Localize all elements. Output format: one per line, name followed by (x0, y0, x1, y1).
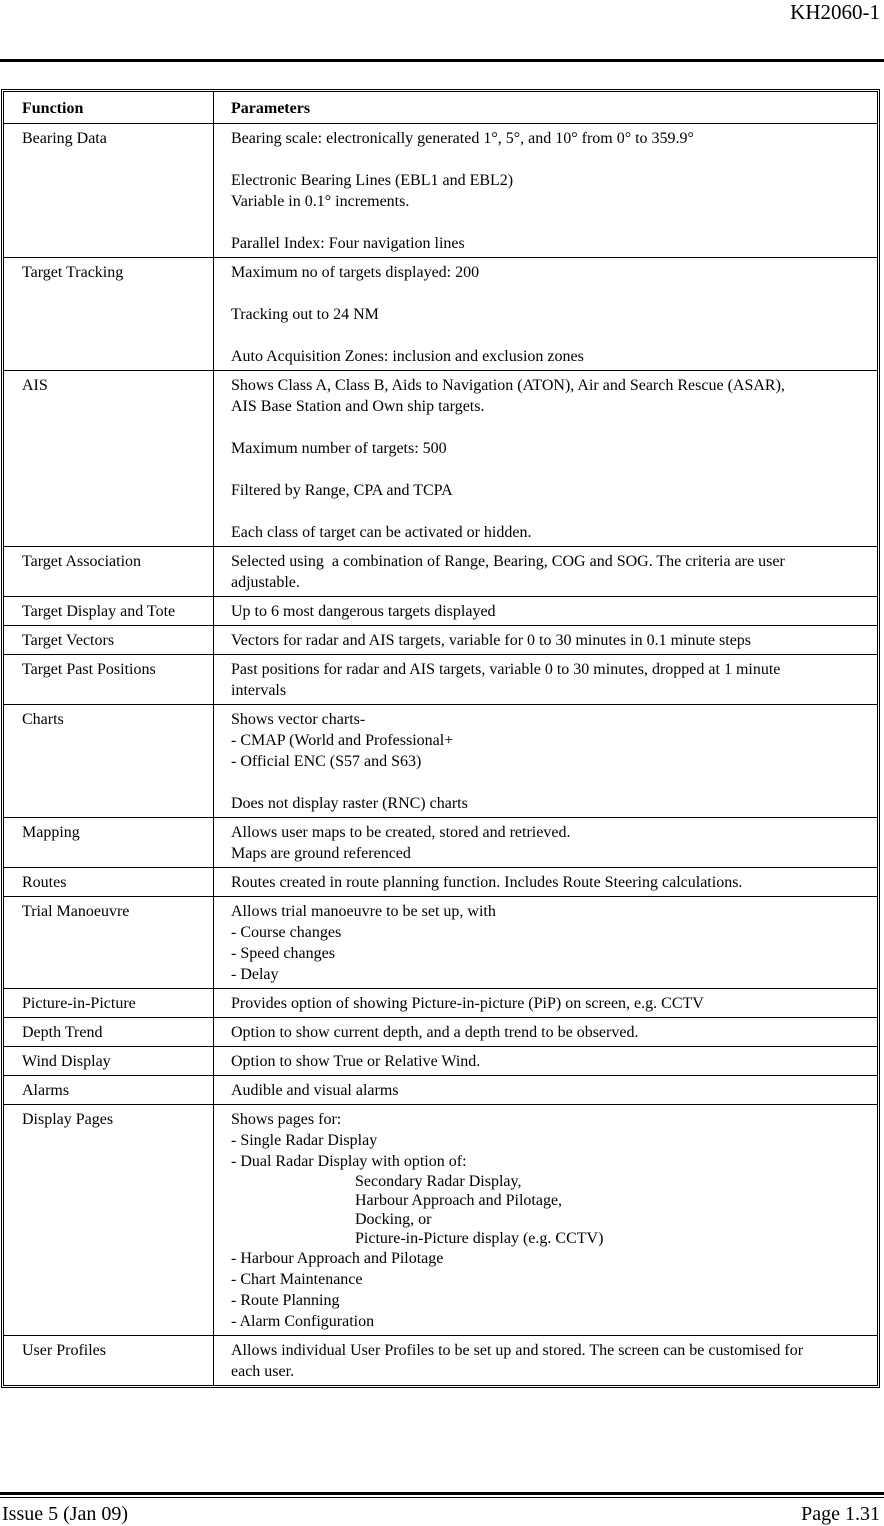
parameter-line (231, 149, 867, 170)
parameter-line: Past positions for radar and AIS targets, variable 0 to 30 minutes, dropped at 1 minute (231, 661, 781, 678)
parameters-cell (214, 258, 877, 370)
parameter-line: Selected using a combination of Range, Bearing, COG and SOG. The criteria are user (231, 553, 785, 570)
function-cell: Target Tracking (4, 258, 214, 370)
parameters-cell (214, 989, 877, 1017)
parameters-cell (214, 626, 877, 654)
parameter-line: Maximum number of targets: 500 (231, 440, 447, 457)
function-cell: Target Display and Tote (4, 597, 214, 625)
parameter-line: Filtered by Range, CPA and TCPA (231, 482, 453, 499)
footer-rule (0, 1492, 884, 1495)
function-cell: Alarms (4, 1076, 214, 1104)
column-header-parameters: Parameters (231, 100, 311, 117)
parameter-line: - Official ENC (S57 and S63) (231, 753, 422, 770)
function-cell: Bearing Data (4, 124, 214, 257)
parameter-line: - Harbour Approach and Pilotage (231, 1250, 444, 1267)
table-row (4, 1047, 877, 1076)
parameter-line: Docking, or (355, 1211, 432, 1228)
table-row (4, 897, 877, 989)
table-row (4, 1105, 877, 1336)
parameters-cell (214, 1047, 877, 1075)
parameter-line: intervals (231, 682, 287, 699)
parameter-line: - Dual Radar Display with option of: (231, 1153, 467, 1170)
parameters-cell (214, 547, 877, 596)
table-row (4, 626, 877, 655)
parameter-line: Allows trial manoeuvre to be set up, with (231, 903, 496, 920)
table-row (4, 705, 877, 818)
parameter-line: - Chart Maintenance (231, 1271, 363, 1288)
parameters-cell (214, 655, 877, 704)
parameters-cell (214, 868, 877, 896)
table-row (4, 1336, 877, 1385)
parameters-cell (214, 124, 877, 257)
function-cell: Depth Trend (4, 1018, 214, 1046)
parameter-line: Option to show current depth, and a depth trend to be observed. (231, 1024, 639, 1041)
parameter-line: Shows vector charts- (231, 711, 366, 728)
parameter-line: Vectors for radar and AIS targets, variable for 0 to 30 minutes in 0.1 minute steps (231, 632, 752, 649)
parameter-line: Provides option of showing Picture-in-picture (PiP) on screen, e.g. CCTV (231, 995, 704, 1012)
parameter-line: Harbour Approach and Pilotage, (355, 1192, 563, 1209)
function-cell: Target Association (4, 547, 214, 596)
function-cell: Wind Display (4, 1047, 214, 1075)
function-cell: Display Pages (4, 1105, 214, 1335)
table-header-row (4, 92, 877, 124)
parameters-cell (214, 1105, 877, 1335)
specification-table (1, 89, 880, 1388)
parameter-line: Auto Acquisition Zones: inclusion and exclusion zones (231, 348, 584, 365)
parameter-line: Each class of target can be activated or hidden. (231, 524, 532, 541)
parameter-line (231, 459, 867, 480)
parameter-line: AIS Base Station and Own ship targets. (231, 398, 485, 415)
parameters-cell (214, 818, 877, 867)
parameter-line (231, 325, 867, 346)
parameters-cell (214, 1018, 877, 1046)
issue-label: Issue 5 (Jan 09) (2, 1503, 129, 1525)
parameter-line: - Route Planning (231, 1292, 340, 1309)
parameter-line: Routes created in route planning function. Includes Route Steering calculations. (231, 874, 743, 891)
parameter-line: Electronic Bearing Lines (EBL1 and EBL2) (231, 172, 514, 189)
parameters-cell (214, 1336, 877, 1385)
function-cell: Routes (4, 868, 214, 896)
page-number: Page 1.31 (801, 1503, 880, 1525)
parameter-line (231, 212, 867, 233)
parameter-line (231, 501, 867, 522)
parameter-line: Does not display raster (RNC) charts (231, 795, 468, 812)
parameters-cell (214, 597, 877, 625)
parameter-line: Allows user maps to be created, stored and retrieved. (231, 824, 571, 841)
parameter-line: - Single Radar Display (231, 1132, 378, 1149)
table-row (4, 1076, 877, 1105)
parameters-cell (214, 705, 877, 817)
parameter-line: - Speed changes (231, 945, 335, 962)
parameter-line (231, 417, 867, 438)
table-row (4, 371, 877, 547)
table-body (4, 124, 877, 1385)
parameter-line: Allows individual User Profiles to be set up and stored. The screen can be customised for (231, 1342, 804, 1359)
parameter-line: each user. (231, 1363, 295, 1380)
function-cell: Mapping (4, 818, 214, 867)
table-row (4, 124, 877, 258)
table-row (4, 597, 877, 626)
parameter-line: - Delay (231, 966, 279, 983)
parameter-line: - Alarm Configuration (231, 1313, 375, 1330)
parameter-line: Maps are ground referenced (231, 845, 411, 862)
parameters-cell (214, 371, 877, 546)
parameter-line (231, 772, 867, 793)
table-row (4, 868, 877, 897)
parameter-line: Parallel Index: Four navigation lines (231, 235, 465, 252)
table-row (4, 655, 877, 705)
parameter-line: Up to 6 most dangerous targets displayed (231, 603, 496, 620)
function-cell: User Profiles (4, 1336, 214, 1385)
function-cell: AIS (4, 371, 214, 546)
function-cell: Trial Manoeuvre (4, 897, 214, 988)
parameter-line: adjustable. (231, 574, 300, 591)
parameter-line: Maximum no of targets displayed: 200 (231, 264, 480, 281)
parameter-line (231, 283, 867, 304)
parameter-line: - Course changes (231, 924, 342, 941)
parameter-line: - CMAP (World and Professional+ (231, 732, 454, 749)
parameter-line: Tracking out to 24 NM (231, 306, 379, 323)
parameter-line: Bearing scale: electronically generated 1°, 5°, and 10° from 0° to 359.9° (231, 130, 694, 147)
table-row (4, 818, 877, 868)
function-cell: Picture-in-Picture (4, 989, 214, 1017)
table-row (4, 1018, 877, 1047)
parameter-line: Audible and visual alarms (231, 1082, 399, 1099)
footer-rule-thin (0, 1497, 884, 1498)
parameter-line: Secondary Radar Display, (355, 1173, 522, 1190)
parameter-line: Shows Class A, Class B, Aids to Navigation (ATON), Air and Search Rescue (ASAR), (231, 377, 785, 394)
function-cell: Target Past Positions (4, 655, 214, 704)
document-id: KH2060-1 (790, 0, 880, 24)
table-row (4, 989, 877, 1018)
header-rule (0, 59, 884, 62)
function-cell: Target Vectors (4, 626, 214, 654)
table-row (4, 547, 877, 597)
table-row (4, 258, 877, 371)
column-header-function: Function (4, 92, 214, 123)
function-cell: Charts (4, 705, 214, 817)
parameters-cell (214, 1076, 877, 1104)
parameters-cell (214, 897, 877, 988)
parameter-line: Picture-in-Picture display (e.g. CCTV) (355, 1230, 604, 1247)
parameter-line: Option to show True or Relative Wind. (231, 1053, 481, 1070)
parameter-line: Variable in 0.1° increments. (231, 193, 410, 210)
parameter-line: Shows pages for: (231, 1111, 342, 1128)
